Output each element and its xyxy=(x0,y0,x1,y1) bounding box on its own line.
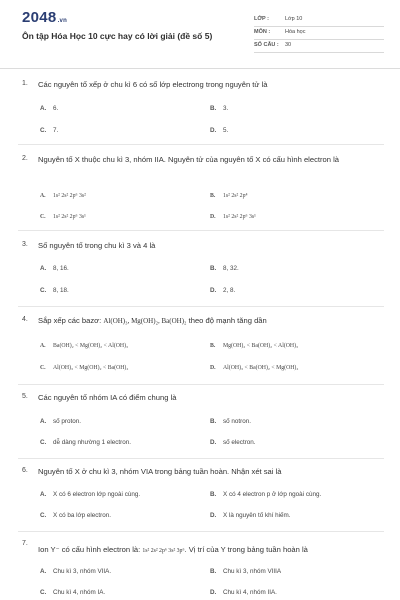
option-c[interactable]: C. 1s² 2s² 2p⁶ 3s¹ xyxy=(40,214,86,220)
question-number: 4. xyxy=(22,316,28,323)
option-b[interactable]: B. 1s² 2s² 2p⁴ xyxy=(210,193,248,199)
option-c[interactable]: C. X có ba lớp electron. xyxy=(40,512,112,519)
option-d[interactable]: D. số electron. xyxy=(210,439,256,446)
meta-table xyxy=(254,14,384,53)
formula: Al(OH)₃, Mg(OH)₂, Ba(OH)₂ xyxy=(103,317,187,325)
formula: 1s² 2s² 2p⁶ 3s² 3p⁶ xyxy=(142,548,185,554)
meta-row-subject xyxy=(254,27,384,40)
question-text: Số nguyên tố trong chu kì 3 và 4 là xyxy=(38,241,156,250)
option-d[interactable]: D. Al(OH)₃ < Ba(OH)₂ < Mg(OH)₂ xyxy=(210,365,299,371)
option-b[interactable]: B. Chu kì 3, nhóm VIIIA xyxy=(210,568,282,575)
option-a[interactable]: A. 8, 16. xyxy=(40,265,69,272)
question-text: Ion Y⁻ có cấu hình electron là: 1s² 2s² 2p⁶ 3s² 3p⁶. Vị trí của Y trong bảng tuần hoàn là xyxy=(38,545,308,554)
option-a[interactable]: A. Chu kì 3, nhóm VIIA. xyxy=(40,568,112,575)
meta-value: Hóa học xyxy=(285,29,306,35)
meta-value: 30 xyxy=(285,42,292,48)
header-divider xyxy=(0,68,400,69)
question-text: Các nguyên tố nhóm IA có điểm chung là xyxy=(38,393,177,402)
meta-key: LỚP : xyxy=(254,16,269,22)
question-text: Nguyên tố X ở chu kì 3, nhóm VIA trong bảng tuần hoàn. Nhận xét sai là xyxy=(38,467,282,476)
question-number: 6. xyxy=(22,467,28,474)
option-d[interactable]: D. 1s² 2s² 2p⁶ 3s¹ xyxy=(210,214,256,220)
option-a[interactable]: A. X có 6 electron lớp ngoài cùng. xyxy=(40,491,141,498)
question-text: Nguyên tố X thuộc chu kì 3, nhóm IIA. Nguyên tử của nguyên tố X có cấu hình electron là xyxy=(38,155,339,164)
option-d[interactable]: D. X là nguyên tố khí hiếm. xyxy=(210,512,291,519)
meta-row-count xyxy=(254,40,384,53)
option-a[interactable]: A. 6. xyxy=(40,105,59,112)
option-b[interactable]: B. 8, 32. xyxy=(210,265,239,272)
option-c[interactable]: C. 7. xyxy=(40,127,59,134)
question-text: Các nguyên tố xếp ở chu kì 6 có số lớp electrong trong nguyên tử là xyxy=(38,80,268,89)
option-d[interactable]: D. 2, 8. xyxy=(210,287,236,294)
question-divider xyxy=(18,458,384,459)
question-text: Sắp xếp các bazơ: Al(OH)₃, Mg(OH)₂, Ba(OH)₂ theo độ mạnh tăng dần xyxy=(38,316,267,325)
question-divider xyxy=(18,144,384,145)
page-title: Ôn tập Hóa Học 10 cực hay có lời giải (đề số 5) xyxy=(22,31,213,41)
meta-key: MÔN : xyxy=(254,29,271,35)
logo-sub: .vn xyxy=(57,18,68,24)
meta-row-class xyxy=(254,14,384,27)
option-c[interactable]: C. Chu kì 4, nhóm IA. xyxy=(40,589,106,596)
option-b[interactable]: B. Mg(OH)₂ < Ba(OH)₂ < Al(OH)₃ xyxy=(210,343,299,349)
question-number: 2. xyxy=(22,155,28,162)
site-logo[interactable] xyxy=(22,9,67,26)
question-number: 1. xyxy=(22,80,28,87)
meta-value: Lớp 10 xyxy=(285,16,303,22)
question-divider xyxy=(18,384,384,385)
meta-key: SỐ CÂU : xyxy=(254,42,279,48)
option-c[interactable]: C. 8, 18. xyxy=(40,287,69,294)
option-b[interactable]: B. 3. xyxy=(210,105,229,112)
logo-main: 2048 xyxy=(22,9,57,26)
option-a[interactable]: A. 1s² 2s² 2p⁶ 3s² xyxy=(40,193,86,199)
question-divider xyxy=(18,531,384,532)
option-c[interactable]: C. Al(OH)₃ < Mg(OH)₂ < Ba(OH)₂ xyxy=(40,365,129,371)
question-number: 3. xyxy=(22,241,28,248)
question-number: 5. xyxy=(22,393,28,400)
option-a[interactable]: A. số proton. xyxy=(40,418,82,425)
option-a[interactable]: A. Ba(OH)₂ < Mg(OH)₂ < Al(OH)₃ xyxy=(40,343,129,349)
page-header xyxy=(0,0,400,68)
option-d[interactable]: D. 5. xyxy=(210,127,229,134)
option-b[interactable]: B. số notron. xyxy=(210,418,252,425)
question-divider xyxy=(18,230,384,231)
option-c[interactable]: C. dễ dàng nhường 1 electron. xyxy=(40,439,132,446)
option-b[interactable]: B. X có 4 electron p ở lớp ngoài cùng. xyxy=(210,491,322,498)
question-number: 7. xyxy=(22,540,28,547)
question-divider xyxy=(18,306,384,307)
option-d[interactable]: D. Chu kì 4, nhóm IIA. xyxy=(210,589,277,596)
